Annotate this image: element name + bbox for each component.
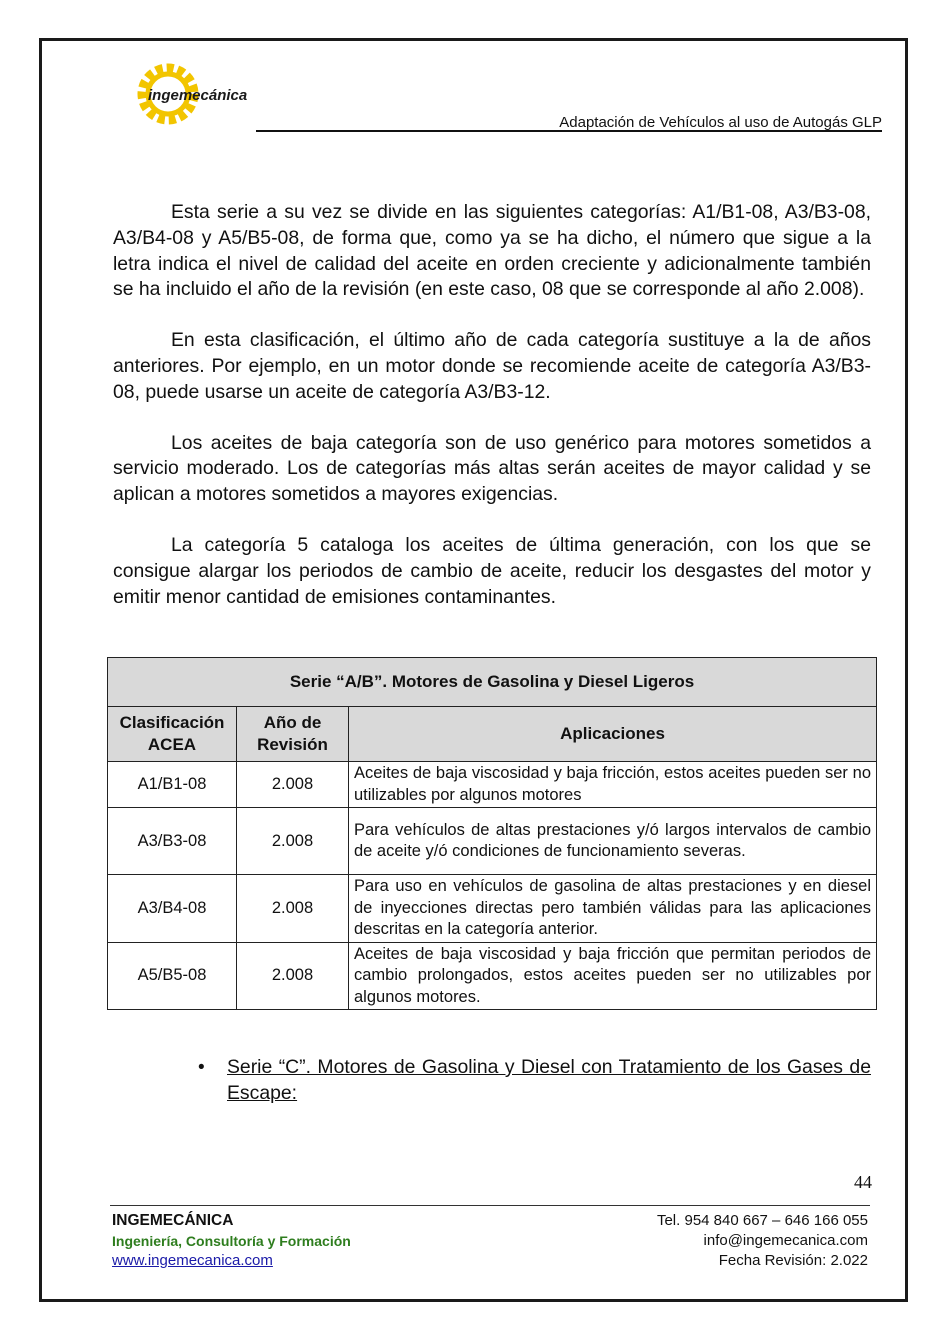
cell-code: A3/B4-08 bbox=[108, 875, 237, 943]
header-ano-line1: Año de bbox=[263, 713, 322, 732]
paragraph-4: La categoría 5 cataloga los aceites de última generación, con los que se consigue alargar los periodos de cambio de aceite, reducir los desgastes del motor y emitir menor cantidad de emisiones contaminantes. bbox=[113, 533, 871, 608]
table-title: Serie “A/B”. Motores de Gasolina y Diesel Ligeros bbox=[108, 658, 877, 707]
header-clasificacion bbox=[108, 707, 237, 762]
document-body bbox=[113, 200, 871, 635]
paragraph-3: Los aceites de baja categoría son de uso genérico para motores sometidos a servicio moderado. Los de categorías más altas serán aceites de mayor calidad y se aplican a motores sometidos a mayores exigencias. bbox=[113, 431, 871, 506]
table-header-row bbox=[108, 707, 877, 762]
acea-table bbox=[107, 657, 877, 1010]
page-number: 44 bbox=[854, 1172, 872, 1192]
header-title: Adaptación de Vehículos al uso de Autogás GLP bbox=[559, 114, 882, 131]
cell-code: A5/B5-08 bbox=[108, 942, 237, 1010]
cell-application: Aceites de baja viscosidad y baja fricción, estos aceites pueden ser no utilizables por algunos motores bbox=[349, 762, 877, 808]
table-row bbox=[108, 808, 877, 875]
cell-year: 2.008 bbox=[237, 875, 349, 943]
footer-phone: Tel. 954 840 667 – 646 166 055 bbox=[656, 1212, 868, 1229]
footer-left bbox=[112, 1211, 351, 1271]
ingemecanica-logo bbox=[128, 56, 268, 132]
footer-revision: Fecha Revisión: 2.022 bbox=[718, 1252, 868, 1269]
header-clasificacion-line1: Clasificación bbox=[119, 713, 225, 732]
logo-text: ingemecánica bbox=[148, 87, 248, 104]
header-clasificacion-line2: ACEA bbox=[147, 735, 197, 754]
bullet-item bbox=[198, 1055, 871, 1107]
cell-application: Para uso en vehículos de gasolina de altas prestaciones y en diesel de inyecciones directas pero también válidas para las aplicaciones descritas en la categoría anterior. bbox=[349, 875, 877, 943]
paragraph-2: En esta clasificación, el último año de cada categoría sustituye a la de años anteriores. Por ejemplo, en un motor donde se recomiende aceite de categoría A3/B3-08, puede usarse un aceite de categoría A3/B3-12. bbox=[113, 329, 871, 403]
footer-right bbox=[657, 1211, 868, 1271]
footer-rule bbox=[110, 1205, 870, 1206]
cell-code: A3/B3-08 bbox=[108, 808, 237, 875]
table-title-row bbox=[108, 658, 877, 707]
table-row bbox=[108, 942, 877, 1010]
cell-application: Aceites de baja viscosidad y baja fricción que permitan periodos de cambio prolongados, estos aceites pueden ser no utilizables por algunos motores. bbox=[349, 942, 877, 1010]
bullet-icon: • bbox=[198, 1057, 205, 1078]
cell-application: Para vehículos de altas prestaciones y/ó largos intervalos de cambio de aceite y/ó condiciones de funcionamiento severas. bbox=[349, 808, 877, 875]
paragraph-1: Esta serie a su vez se divide en las siguientes categorías: A1/B1-08, A3/B3-08, A3/B4-08 y A5/B5-08, de forma que, como ya se ha dicho, el número que sigue a la letra indica el nivel de calidad del aceite en orden creciente y adicionalmente también se ha incluido el año de la revisión (en este caso, 08 que se corresponde al año 2.008). bbox=[113, 201, 871, 301]
header-aplicaciones: Aplicaciones bbox=[349, 707, 877, 762]
footer-website-link[interactable]: www.ingemecanica.com bbox=[112, 1252, 273, 1269]
footer-email: info@ingemecanica.com bbox=[703, 1232, 868, 1249]
cell-year: 2.008 bbox=[237, 762, 349, 808]
header-ano-revision bbox=[237, 707, 349, 762]
header-ano-line2: Revisión bbox=[257, 735, 328, 754]
bullet-text: Serie “C”. Motores de Gasolina y Diesel con Tratamiento de los Gases de Escape: bbox=[227, 1056, 871, 1104]
table-row bbox=[108, 762, 877, 808]
footer-tagline: Ingeniería, Consultoría y Formación bbox=[112, 1233, 351, 1249]
cell-code: A1/B1-08 bbox=[108, 762, 237, 808]
table-row bbox=[108, 875, 877, 943]
footer-brand: INGEMECÁNICA bbox=[112, 1212, 234, 1229]
cell-year: 2.008 bbox=[237, 942, 349, 1010]
cell-year: 2.008 bbox=[237, 808, 349, 875]
